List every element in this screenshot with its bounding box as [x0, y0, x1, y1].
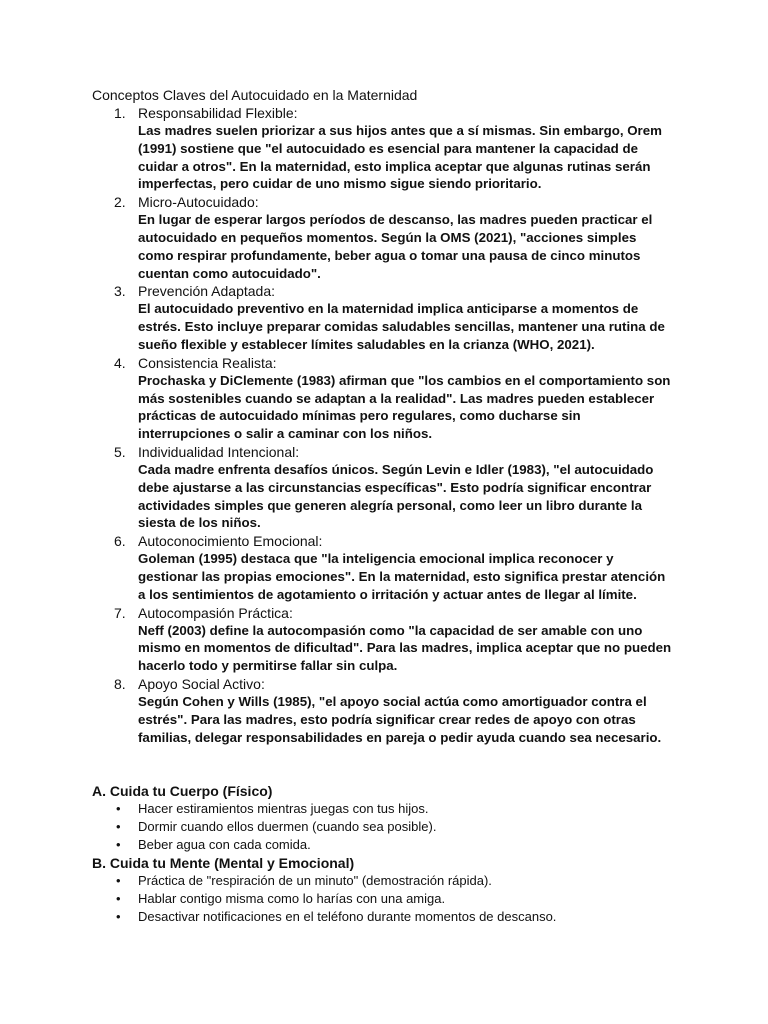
concept-title: Autocompasión Práctica:	[138, 604, 293, 621]
concept-number: 7.	[114, 604, 126, 621]
bullet-list	[92, 872, 672, 926]
concept-body: El autocuidado preventivo en la maternidad implica anticiparse a momentos de estrés. Esto incluye preparar comidas saludables sencillas, mantener una rutina de sueño flexible y establecer límites saludables en la crianza (WHO, 2021).	[138, 301, 665, 352]
concept-item	[92, 354, 672, 443]
section-heading: B. Cuida tu Mente (Mental y Emocional)	[92, 855, 355, 872]
list-item	[92, 836, 672, 854]
concept-item	[92, 443, 672, 532]
bullet-list	[92, 800, 672, 854]
bullet-icon: •	[116, 819, 121, 835]
concept-body: En lugar de esperar largos períodos de descanso, las madres pueden practicar el autocuidado en pequeños momentos. Según la OMS (2021), "acciones simples como respirar profundamente, beber agua o tomar una pausa de cinco minutos cuentan como autocuidado".	[138, 212, 653, 281]
bullet-icon: •	[116, 909, 121, 925]
list-item-text: Hacer estiramientos mientras juegas con tus hijos.	[138, 801, 429, 817]
concept-number: 3.	[114, 283, 126, 300]
list-item-text: Desactivar notificaciones en el teléfono durante momentos de descanso.	[138, 909, 557, 925]
list-item-text: Hablar contigo misma como lo harías con una amiga.	[138, 891, 446, 907]
concept-item	[92, 604, 672, 675]
concept-number: 5.	[114, 443, 126, 460]
section-mind-care	[92, 854, 672, 926]
document-title: Conceptos Claves del Autocuidado en la Maternidad	[92, 87, 418, 103]
document-body	[92, 86, 672, 926]
bullet-icon: •	[116, 873, 121, 889]
concept-body: Neff (2003) define la autocompasión como "la capacidad de ser amable con uno mismo en momentos de dificultad". Para las madres, implica aceptar que no pueden hacerlo todo y permitirse fallar sin culpa.	[138, 622, 672, 674]
concept-title: Prevención Adaptada:	[138, 283, 275, 300]
concept-body: Las madres suelen priorizar a sus hijos antes que a sí mismas. Sin embargo, Orem (1991) sostiene que "el autocuidado es esencial para mantener la capacidad de cuidar a otros". En la maternidad, esto implica aceptar que algunas rutinas serán imperfectas, pero cuidar de uno mismo sigue siendo prioritario.	[138, 123, 662, 192]
list-item	[92, 872, 672, 890]
list-item-text: Dormir cuando ellos duermen (cuando sea posible).	[138, 819, 437, 835]
concept-number: 1.	[114, 105, 126, 121]
concept-body: Goleman (1995) destaca que "la inteligencia emocional implica reconocer y gestionar las propias emociones". En la maternidad, esto significa prestar atención a los sentimientos de agotamiento o irritación y actuar antes de llegar al límite.	[138, 551, 666, 602]
concept-body: Prochaska y DiClemente (1983) afirman que "los cambios en el comportamiento son más sostenibles cuando se adaptan a la realidad". Las madres pueden establecer prácticas de autocuidado mínimas pero regulares, como ducharse sin interrupciones o salir a caminar con los niños.	[138, 372, 671, 442]
bullet-icon: •	[116, 837, 121, 853]
concept-item	[92, 193, 672, 282]
list-item	[92, 818, 672, 836]
concept-number: 8.	[114, 675, 126, 692]
concept-title: Micro-Autocuidado:	[138, 194, 259, 211]
concepts-list	[92, 104, 672, 746]
concept-body: Según Cohen y Wills (1985), "el apoyo social actúa como amortiguador contra el estrés". Para las madres, esto podría significar crear redes de apoyo con otras familias, delegar responsabilidades en pareja o pedir ayuda cuando sea necesario.	[138, 693, 662, 745]
concept-item	[92, 532, 672, 603]
concept-title: Autoconocimiento Emocional:	[138, 533, 323, 550]
list-item	[92, 800, 672, 818]
list-item-text: Beber agua con cada comida.	[138, 837, 311, 853]
bullet-icon: •	[116, 891, 121, 907]
concept-number: 6.	[114, 533, 126, 550]
list-item	[92, 908, 672, 926]
concept-title: Apoyo Social Activo:	[138, 675, 265, 692]
concept-number: 2.	[114, 194, 126, 211]
list-item-text: Práctica de "respiración de un minuto" (demostración rápida).	[138, 873, 492, 889]
section-body-care	[92, 782, 672, 854]
section-heading: A. Cuida tu Cuerpo (Físico)	[92, 783, 273, 800]
concept-item	[92, 675, 672, 746]
concept-number: 4.	[114, 354, 126, 371]
bullet-icon: •	[116, 801, 121, 817]
concept-title: Consistencia Realista:	[138, 354, 277, 371]
concept-item	[92, 104, 672, 193]
concept-title: Individualidad Intencional:	[138, 443, 300, 460]
concept-body: Cada madre enfrenta desafíos únicos. Según Levin e Idler (1983), "el autocuidado debe ajustarse a las circunstancias específicas". Esto podría significar encontrar actividades simples que generen alegría personal, como leer un libro durante la siesta de los niños.	[138, 461, 654, 531]
concept-title: Responsabilidad Flexible:	[138, 105, 298, 121]
concept-item	[92, 282, 672, 353]
list-item	[92, 890, 672, 908]
